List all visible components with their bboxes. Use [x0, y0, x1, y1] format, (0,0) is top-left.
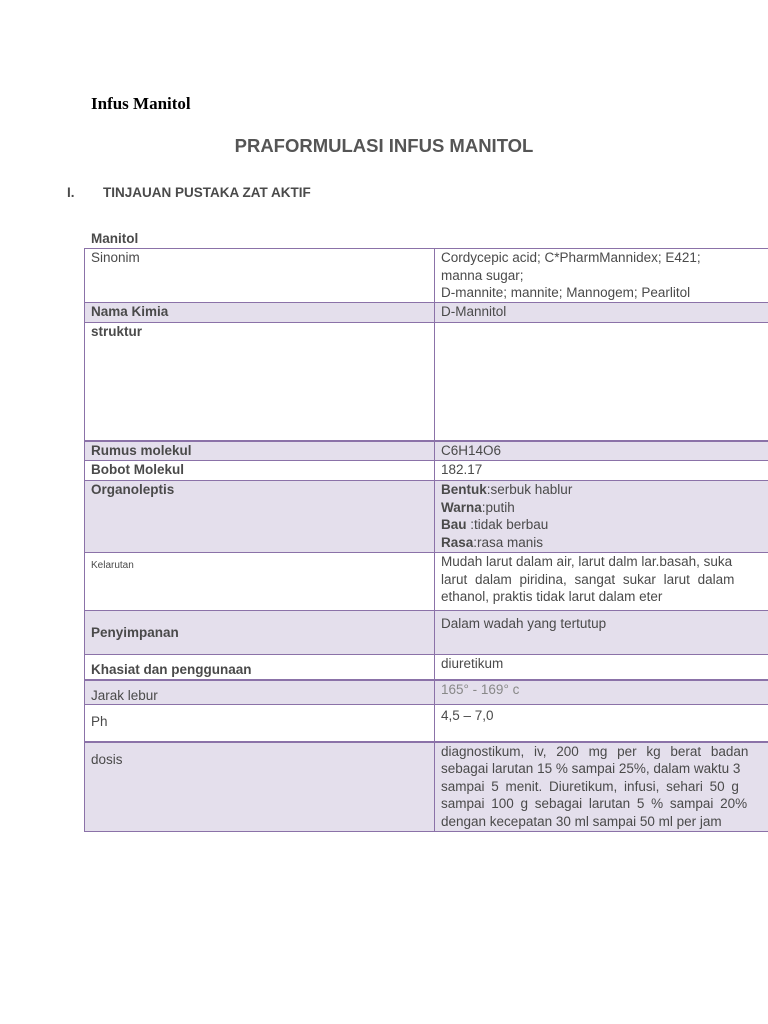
item-key: Rasa	[441, 534, 474, 550]
table-row-khasiat	[85, 655, 768, 680]
item-value: :putih	[481, 499, 515, 515]
row-value: 4,5 – 7,0	[435, 705, 768, 742]
row-value: D-Mannitol	[435, 303, 768, 323]
main-heading-text: PRAFORMULASI INFUS MANITOL	[234, 135, 534, 156]
row-label: Rumus molekul	[85, 441, 435, 461]
value-line: D-mannite; mannite; Mannogem; Pearlitol	[441, 285, 691, 300]
row-label: Ph	[85, 705, 435, 742]
value-line: sampai 100 g sebagai larutan 5 % sampai 20%	[441, 796, 748, 811]
row-label: Sinonim	[85, 249, 435, 303]
value-line: ethanol, praktis tidak larut dalam eter	[441, 589, 663, 604]
organoleptis-item	[441, 499, 768, 517]
value-line: manna sugar;	[441, 267, 524, 283]
item-value: :serbuk hablur	[486, 482, 573, 497]
row-label: dosis	[85, 742, 435, 832]
value-line: sebagai larutan 15 % sampai 25%, dalam waktu 3	[441, 761, 741, 776]
item-key: Bentuk	[441, 482, 487, 497]
table-row-kelarutan	[85, 553, 768, 611]
section-heading	[67, 185, 311, 200]
row-value: 182.17	[435, 461, 768, 481]
row-value	[435, 481, 768, 553]
table-row-sinonim	[85, 249, 768, 303]
row-label: struktur	[85, 323, 435, 441]
item-value: :rasa manis	[473, 534, 544, 550]
row-value	[435, 742, 768, 832]
table-row-organoleptis	[85, 481, 768, 553]
document-title: Infus Manitol	[91, 94, 191, 113]
table-row-dosis	[85, 742, 768, 832]
row-label: Kelarutan	[85, 553, 435, 611]
row-label: Nama Kimia	[85, 303, 435, 323]
value-line: dengan kecepatan 30 ml sampai 50 ml per jam	[441, 813, 722, 829]
item-value: :tidak berbau	[466, 517, 549, 532]
table-row-nama-kimia	[85, 303, 768, 323]
row-label: Jarak lebur	[85, 680, 435, 705]
row-value: Dalam wadah yang tertutup	[435, 611, 768, 655]
row-value: C6H14O6	[435, 441, 768, 461]
table-row-jarak-lebur	[85, 680, 768, 705]
value-line: diagnostikum, iv, 200 mg per kg berat badan	[441, 743, 749, 759]
monograph-table	[84, 248, 768, 832]
table-caption: Manitol	[91, 231, 139, 246]
item-key: Warna	[441, 499, 482, 515]
row-value	[435, 323, 768, 441]
item-key: Bau	[441, 517, 467, 532]
value-line: sampai 5 menit. Diuretikum, infusi, sehari 50 g	[441, 778, 739, 794]
row-label: Bobot Molekul	[85, 461, 435, 481]
value-line: larut dalam piridina, sangat sukar larut dalam	[441, 571, 735, 587]
row-value	[435, 553, 768, 611]
value-line: Cordycepic acid; C*PharmMannidex; E421;	[441, 250, 701, 265]
value-line: Mudah larut dalam air, larut dalm lar.basah, suka	[441, 554, 733, 569]
row-value: diuretikum	[435, 655, 768, 680]
row-value	[435, 249, 768, 303]
row-value: 165° - 169° c	[435, 680, 768, 705]
row-label: Penyimpanan	[85, 611, 435, 655]
organoleptis-item	[441, 481, 768, 499]
row-label: Organoleptis	[85, 481, 435, 553]
row-label: Khasiat dan penggunaan	[85, 655, 435, 680]
organoleptis-item	[441, 516, 768, 534]
table-row-bobot-molekul	[85, 461, 768, 481]
organoleptis-item	[441, 534, 768, 552]
table-row-ph	[85, 705, 768, 742]
table-row-penyimpanan	[85, 611, 768, 655]
table-row-struktur	[85, 323, 768, 441]
main-heading	[0, 135, 768, 157]
table-row-rumus-molekul	[85, 441, 768, 461]
section-number: I.	[67, 185, 75, 200]
section-title: TINJAUAN PUSTAKA ZAT AKTIF	[103, 185, 311, 200]
